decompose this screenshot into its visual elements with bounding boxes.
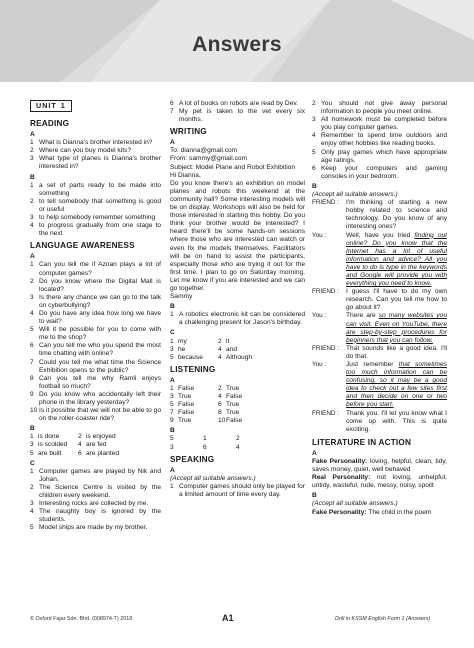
language-a-list (30, 261, 161, 423)
item-text: Could you tell me what time the Science Exhibition opens to the public? (39, 358, 161, 374)
personality-label: Fake Personality: (312, 457, 368, 465)
item-number: 1 (170, 384, 174, 392)
speaker: You : (312, 312, 327, 320)
item-number: 5 (170, 353, 174, 361)
item-answer: my (178, 337, 187, 345)
item-answer: is enjoyed (86, 433, 116, 441)
item-text: Interesting rocks are collected by me. (39, 500, 149, 508)
language-c-list (30, 468, 161, 533)
dialogue-text-plain: I'm thinking of starting a new hobby related to science and technology. Do you know of any interesting ones? (346, 199, 447, 231)
item-text: to progress gradually from one stage to the next (39, 222, 161, 238)
sequence-value: 3 (170, 443, 174, 451)
item-text: Model ships are made by my brother. (39, 524, 148, 532)
writing-c-grid (170, 338, 305, 362)
item-answer: False (226, 393, 243, 400)
item-number: 1 (30, 467, 34, 475)
accept-note: (Accept all suitable answers.) (170, 474, 256, 482)
item-text: to tell somebody that something is good or useful (39, 197, 161, 213)
item-text: A robotics electronic kit can be considered a challenging present for Jason's birthday. (179, 311, 305, 327)
list-item (30, 294, 161, 310)
item-number: 2 (30, 147, 34, 155)
dialogue-text-plain: Thank you. I'll let you know what I come up with. This is quite exciting. (346, 409, 447, 433)
item-text: Do you know where the Digital Mall is located? (39, 277, 161, 293)
dialogue-text (346, 199, 447, 231)
item-number: 4 (218, 353, 222, 361)
personality-line (312, 458, 447, 474)
item-number: 4 (30, 508, 34, 516)
item-answer: False (178, 409, 195, 417)
item-text: The Science Centre is visited by the children every weekend. (39, 483, 161, 500)
reading-a-list (30, 139, 161, 171)
list-item (30, 222, 161, 238)
personality-value: loving, helpful, clean, tidy, saves money, quiet, well behaved (312, 457, 447, 474)
item-answer: True (226, 409, 240, 417)
list-item (170, 108, 305, 124)
list-item (170, 311, 305, 327)
item-text: Computer games should only be played for a limited amount of time every day. (179, 482, 305, 498)
item-number: 4 (30, 222, 34, 230)
item-text: Can you tell me why Ramli enjoys football so much? (39, 374, 161, 390)
list-item (312, 149, 447, 165)
list-item (312, 132, 447, 148)
email-body: Do you know there's an exhibition on model planes and robots this weekend at the community hall? Some interesting models will be on display. Workshops will also be held for those interested in starting this hobby. Do you think your brother would be interested? I heard there'll be some hands-on sessions where those who are interested can watch or even fix the models themselves. Facilitators will be on hand to assist the participants, especially those who are trying it out for the first time. I plan to go on Saturday morning. Let me know if you are interested and we can go together. (170, 179, 305, 292)
list-item (30, 484, 161, 500)
column-1 (30, 100, 161, 533)
item-number: 5 (30, 524, 34, 532)
column-3 (312, 100, 447, 517)
reading-b-list (30, 182, 161, 239)
list-item (170, 100, 305, 108)
dialogue-line (312, 288, 447, 312)
literature-a (312, 458, 447, 490)
unit-badge: UNIT 1 (30, 100, 72, 112)
item-answer: True (226, 401, 240, 409)
item-answer: Although (226, 353, 253, 361)
item-number: 6 (218, 401, 222, 409)
list-item (30, 359, 161, 375)
list-item (30, 278, 161, 294)
item-number: 2 (78, 433, 82, 441)
language-b-grid (30, 433, 161, 457)
list-item (312, 116, 447, 132)
item-number: 1 (170, 311, 174, 319)
item-answer: False (226, 417, 243, 425)
personality-value: not loving, unhelpful, untidy, wasteful, rude, messy, noisy, spoilt (312, 474, 447, 490)
item-number: 4 (218, 345, 222, 353)
accept-note: (Accept all suitable answers.) (312, 500, 398, 508)
listening-a-grid (170, 385, 305, 425)
item-number: 1 (30, 433, 34, 441)
item-number: 1 (170, 337, 174, 345)
item-number: 3 (30, 293, 34, 301)
item-number: 8 (218, 409, 222, 417)
dialogue-text-answer: that sometimes too much information can be confusing, so it may be a good idea to check out a few sites first and then decide on one or two before you start. (346, 361, 447, 409)
dialogue-line (312, 199, 447, 231)
speaker: FRIEND : (312, 199, 339, 207)
item-text: Do you know who accidentally left their phone in the library yesterday? (39, 390, 161, 406)
dialogue-text-answer: so many websites you can visit. Even on YouTube, there are step-by-step procedures for beginners that you can follow. (346, 312, 447, 344)
item-answer: True (178, 393, 192, 400)
list-item (30, 468, 161, 484)
item-text: Is there any chance we can go to the talk on cyberbullying? (39, 293, 161, 309)
language-c-continued (170, 100, 305, 124)
email-signature: Sammy (170, 293, 193, 301)
item-number: 5 (170, 401, 174, 409)
section-heading-listening: LISTENING (170, 364, 216, 374)
subsection-label: C (170, 329, 175, 337)
sequence-value: 2 (236, 435, 240, 443)
email-line: To: dianna@gmail.com (170, 147, 238, 155)
item-number: 3 (30, 500, 34, 508)
item-answer: is done (38, 433, 60, 441)
subsection-label: A (170, 139, 175, 147)
page-number: A1 (222, 613, 234, 623)
item-answer: are built (38, 449, 62, 457)
item-text: a set of parts ready to be made into something (39, 181, 161, 197)
column-2 (170, 100, 305, 499)
item-number: 1 (30, 139, 34, 147)
email-line: From: sammy@gmail.com (170, 155, 248, 163)
item-text: Keep your computers and gaming consoles in your bedroom. (321, 164, 447, 180)
list-item (30, 182, 161, 198)
item-number: 2 (218, 337, 222, 345)
item-answer: is scolded (38, 441, 68, 449)
section-heading-language: LANGUAGE AWARENESS (30, 241, 135, 251)
dialogue-line (312, 312, 447, 344)
dialogue-text (346, 312, 447, 344)
item-text: You should not give away personal information to people you meet online. (321, 100, 447, 116)
item-number: 3 (30, 441, 34, 449)
subsection-label: A (170, 376, 175, 384)
list-item (30, 500, 161, 508)
item-number: 1 (30, 261, 34, 269)
personality-line (312, 509, 447, 517)
section-heading-speaking: SPEAKING (170, 454, 215, 464)
item-text: Remember to spend time outdoors and enjoy other hobbies like reading books. (321, 132, 447, 148)
item-number: 3 (170, 393, 174, 400)
item-number: 3 (30, 155, 34, 163)
section-heading-writing: WRITING (170, 127, 207, 137)
item-number: 7 (30, 358, 34, 366)
subsection-label: B (170, 427, 175, 435)
subsection-label: A (170, 466, 175, 474)
personality-label: Real Personality: (312, 474, 371, 482)
list-item (312, 100, 447, 116)
item-number: 3 (312, 116, 316, 124)
dialogue-text (346, 361, 447, 410)
list-item (30, 310, 161, 326)
literature-b (312, 509, 447, 517)
item-number: 10 (218, 417, 226, 425)
dialogue-text-plain: I guess I'll have to do my own research. Can you tell me how to go about it? (346, 288, 447, 312)
item-number: 6 (30, 342, 34, 350)
list-item (30, 342, 161, 358)
item-number: 6 (170, 100, 174, 107)
item-text: Where can you buy model kits? (39, 147, 131, 155)
item-answer: and (226, 345, 238, 353)
item-number: 6 (78, 449, 82, 457)
item-number: 2 (312, 100, 316, 107)
dialogue-text (346, 345, 447, 361)
dialogue-text-plain: Just remember (346, 361, 399, 368)
speaker: You : (312, 361, 327, 368)
subsection-label: B (312, 182, 317, 190)
list-item (170, 483, 305, 499)
item-answer: are planted (86, 449, 119, 457)
item-text: Can you tell me if Aznan plays a lot of computer games? (39, 261, 161, 277)
list-item (30, 198, 161, 214)
list-item (30, 375, 161, 391)
item-answer: lt (226, 337, 230, 345)
item-number: 6 (312, 164, 316, 172)
dialogue-line (312, 345, 447, 361)
item-number: 2 (30, 197, 34, 205)
item-text: What is Dianna's brother interested in? (39, 139, 153, 147)
speaker: FRIEND : (312, 344, 339, 352)
item-text: Is it possible that we will not be able to go on the roller-coaster ride? (39, 407, 161, 423)
item-answer: False (178, 401, 195, 409)
item-number: 4 (30, 309, 34, 317)
speaker: You : (312, 231, 327, 239)
item-number: 4 (218, 393, 222, 400)
subsection-label: B (30, 425, 35, 433)
subsection-label: A (30, 131, 35, 139)
item-number: 2 (30, 277, 34, 285)
subsection-label: B (30, 173, 35, 181)
dialogue-line (312, 410, 447, 434)
item-text: A lot of books on robots are read by Dev. (179, 100, 298, 107)
item-text: to help somebody remember something (39, 214, 156, 222)
sequence-value: 5 (170, 435, 174, 443)
subsection-label: A (312, 449, 317, 457)
item-number: 5 (30, 326, 34, 334)
header-banner (0, 0, 474, 82)
item-number: 5 (30, 449, 34, 457)
personality-value: The child in the poem (368, 508, 432, 516)
list-item (30, 147, 161, 155)
dialogue-line (312, 232, 447, 289)
dialogue-text-answer: finding out online? Do you know that the Internet has a lot of useful information and advice? All you have to do is type in the keywords and Google will provide you with everything you need to know. (346, 231, 447, 288)
personality-line (312, 474, 447, 490)
list-item (30, 391, 161, 407)
list-item (30, 214, 161, 222)
item-number: 1 (30, 181, 34, 189)
copyright: © Oxford Fajar Sdn. Bhd. (008974-T) 2018 (30, 616, 133, 622)
sequence-value: 1 (203, 435, 207, 443)
subsection-label: B (312, 492, 317, 500)
item-text: All homework must be completed before you play computer games. (321, 116, 447, 132)
item-text: Do you have any idea how long we have to wait? (39, 309, 161, 326)
list-item (30, 508, 161, 524)
dialogue-text (346, 410, 447, 434)
section-heading-reading: READING (30, 119, 70, 129)
dialogue-line (312, 361, 447, 410)
list-item (30, 261, 161, 277)
listening-b-grid (170, 435, 240, 451)
item-answer: are fed (86, 441, 107, 449)
item-number: 7 (170, 108, 174, 116)
item-answer: True (226, 384, 240, 392)
item-number: 3 (30, 214, 34, 222)
item-number: 9 (30, 390, 34, 398)
speaker: FRIEND : (312, 288, 339, 296)
item-number: 10 (30, 407, 38, 415)
email-line: Hi Dianna, (170, 171, 201, 179)
dialogue-text (346, 288, 447, 312)
dialogue-text-plain: Well, have you tried (346, 231, 415, 239)
list-item (30, 524, 161, 532)
item-text: Computer games are played by Nik and Johan. (39, 467, 161, 483)
item-answer: True (178, 417, 192, 425)
dialogue (312, 199, 447, 434)
subsection-label: C (30, 459, 35, 467)
page-title: Answers (192, 33, 282, 56)
item-number: 1 (170, 482, 174, 490)
email-header (170, 147, 305, 179)
list-item (30, 155, 161, 171)
list-item (30, 326, 161, 342)
speaking-a-list (170, 483, 305, 499)
item-number: 8 (30, 374, 34, 382)
list-item (30, 407, 161, 423)
section-heading-literature: LITERATURE IN ACTION (312, 437, 412, 447)
writing-b-list (170, 311, 305, 327)
item-number: 9 (170, 417, 174, 425)
item-number: 4 (312, 132, 316, 140)
item-text: Only play games which have appropriate age ratings. (321, 148, 447, 164)
accept-note: (Accept all suitable answers.) (312, 191, 398, 199)
item-number: 5 (312, 148, 316, 156)
personality-label: Fake Personality: (312, 508, 367, 516)
item-number: 4 (78, 441, 82, 449)
book-title: Drill in KSSM English Form 1 (Answers) (335, 616, 431, 622)
item-number: 7 (170, 409, 174, 417)
list-item (312, 165, 447, 181)
list-item (30, 139, 161, 147)
item-text: The naughty boy is ignored by the students. (39, 508, 161, 524)
item-text: My pet is taken to the vet every six months. (179, 108, 305, 124)
subsection-label: A (30, 253, 35, 261)
subsection-label: B (170, 303, 175, 311)
item-number: 2 (218, 384, 222, 392)
speaking-a-continued (312, 100, 447, 181)
dialogue-text (346, 232, 447, 289)
sequence-value: 6 (203, 443, 207, 451)
item-answer: False (178, 384, 195, 392)
email-line: Subject: Model Plane and Robot Exhibition (170, 163, 295, 171)
item-number: 3 (170, 345, 174, 353)
item-text: Will it be possible for you to come with me to the shop? (39, 326, 161, 342)
item-text: Can you tell me who you spend the most time chatting with online? (39, 342, 161, 358)
sequence-value: 4 (236, 443, 240, 451)
speaker: FRIEND : (312, 409, 339, 417)
dialogue-text-plain: That sounds like a good idea. I'll do that. (346, 344, 447, 360)
item-text: What type of planes is Dianna's brother interested in? (39, 155, 161, 171)
dialogue-text-plain: There are (346, 312, 379, 320)
item-number: 2 (30, 483, 34, 491)
item-answer: he (178, 345, 186, 353)
item-answer: because (178, 353, 203, 361)
